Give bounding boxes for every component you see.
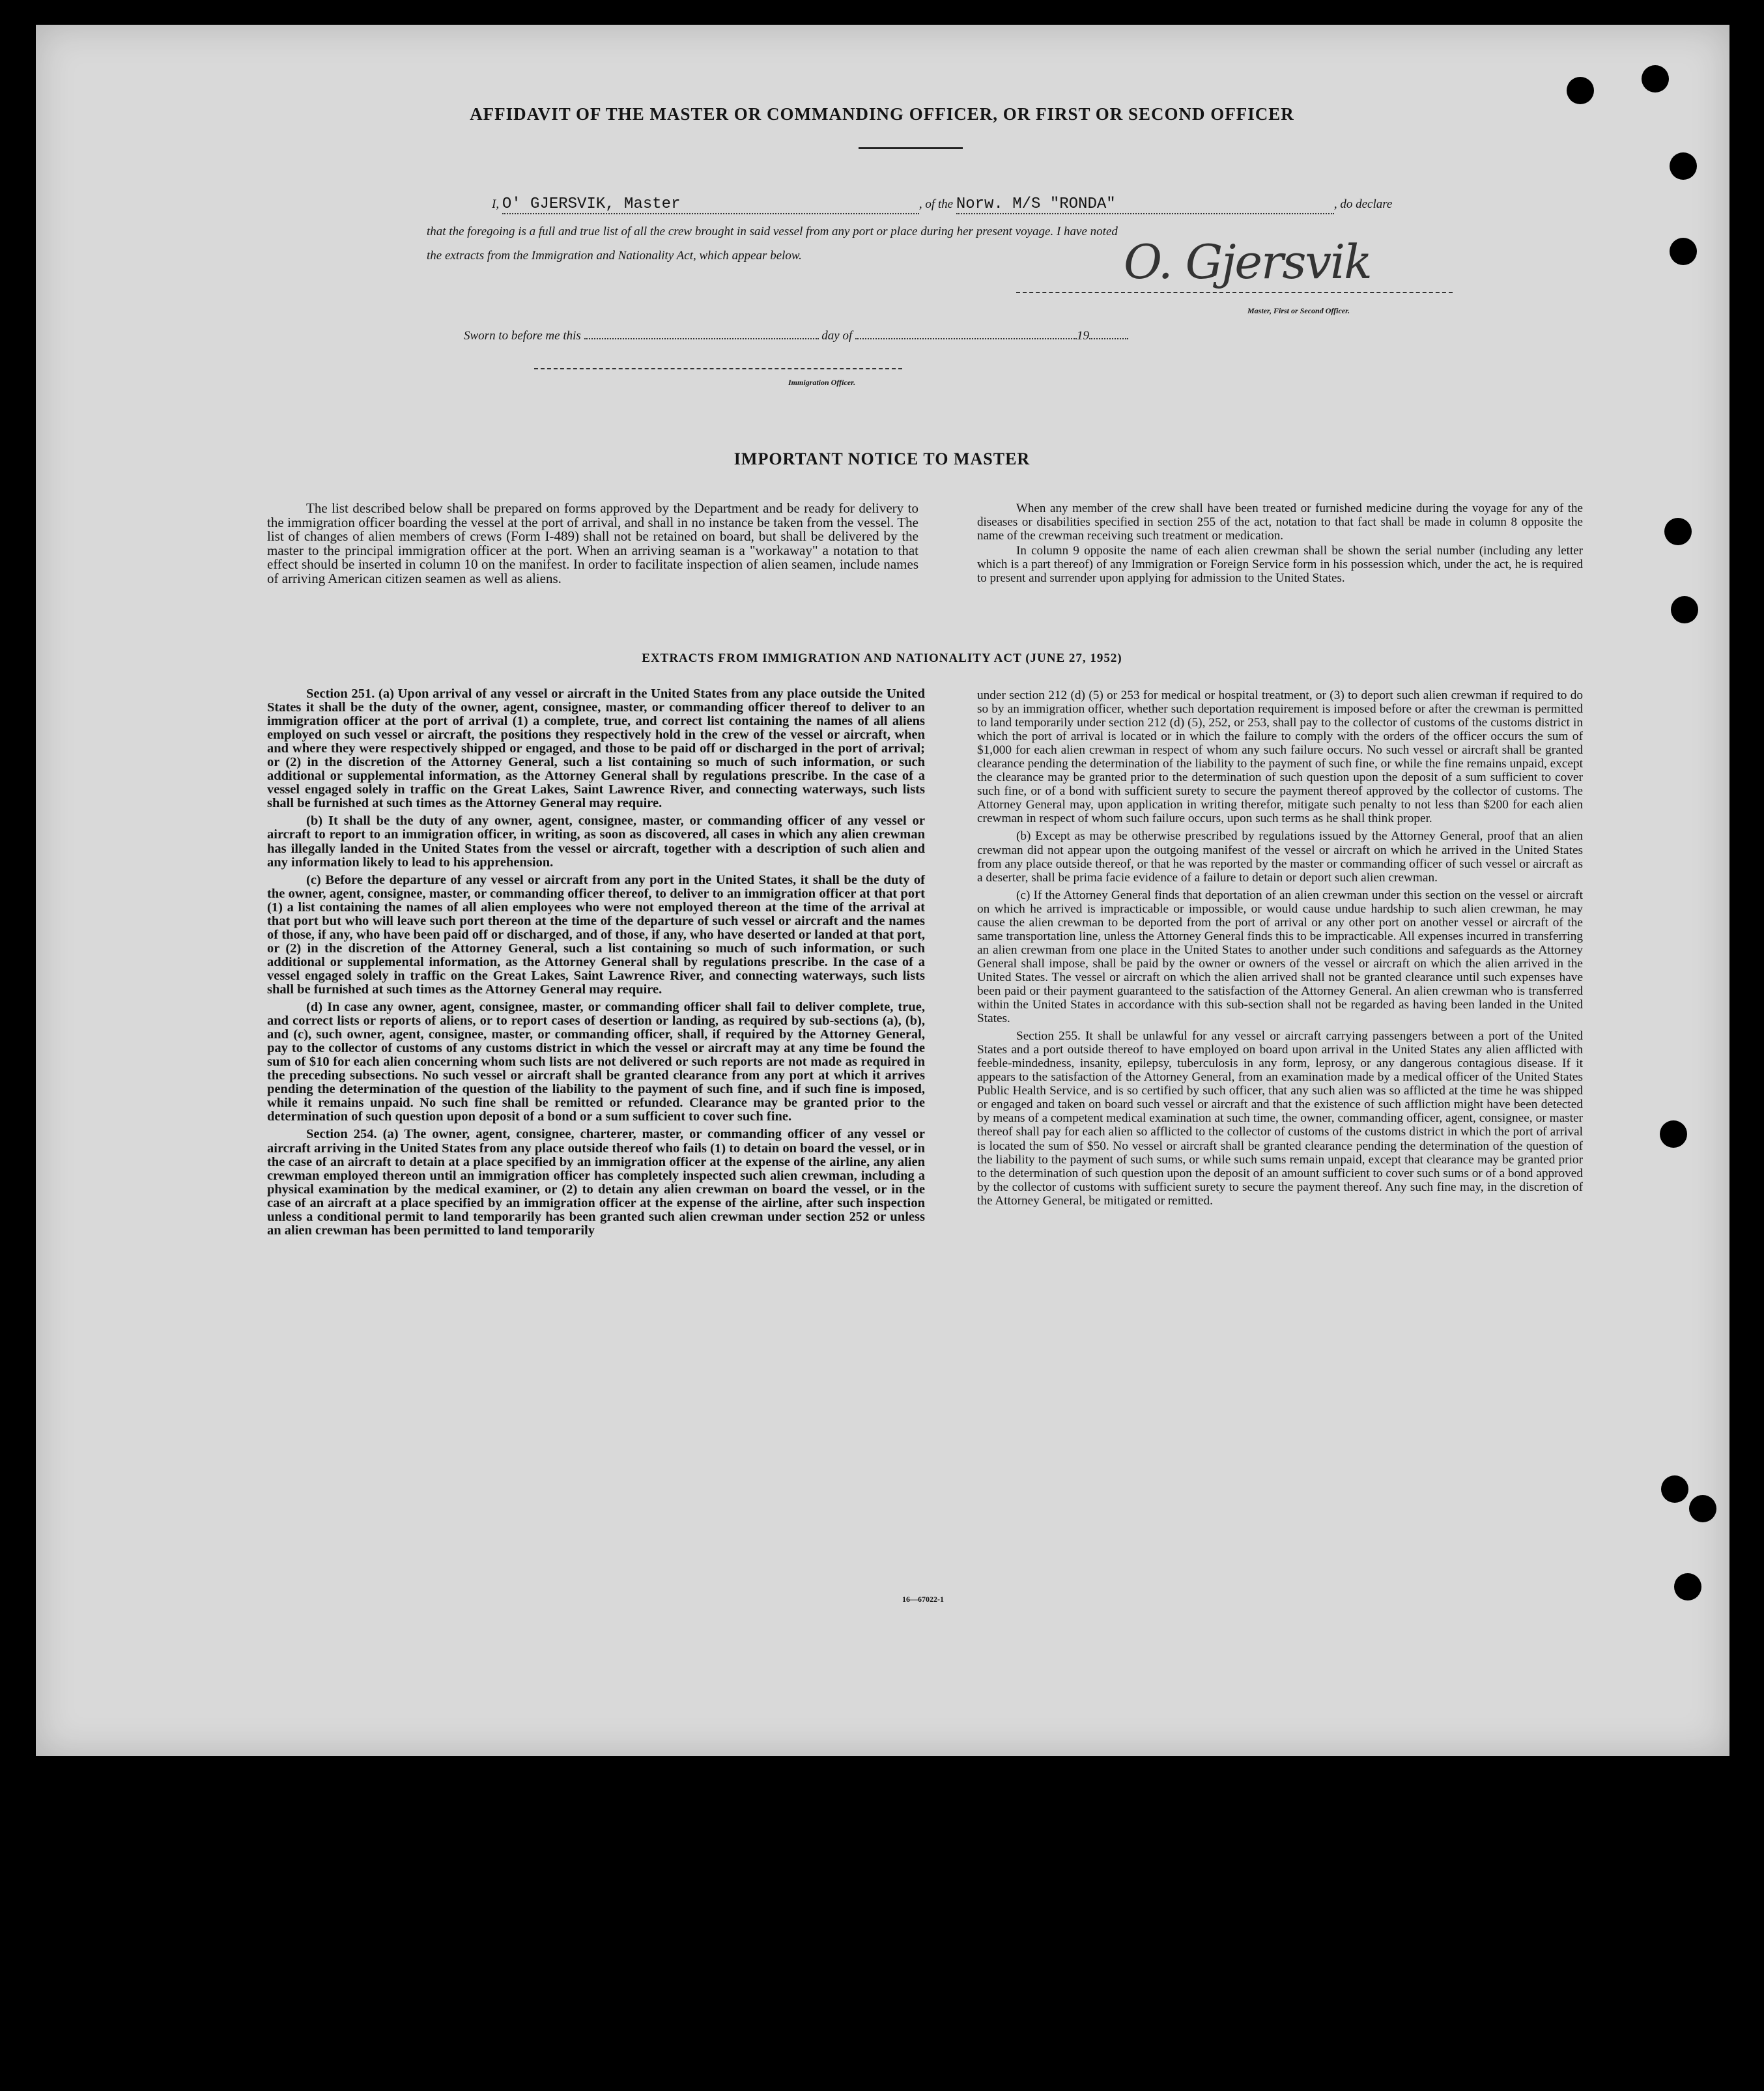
punch-hole [1664,518,1692,545]
day-of-label: day of [821,329,853,343]
extracts-title: EXTRACTS FROM IMMIGRATION AND NATIONALITY ACT (JUNE 27, 1952) [642,651,1122,665]
notice-right [977,502,1583,589]
affidavit-title: AFFIDAVIT OF THE MASTER OR COMMANDING OFFICER, OR FIRST OR SECOND OFFICER [470,104,1294,124]
form-number: 16—67022-1 [902,1595,944,1604]
title-rule [859,147,963,149]
signature: O. Gjersvik [1124,235,1371,289]
notice-right-p2: In column 9 opposite the name of each alien crewman shall be shown the serial number (including any letter which is a part thereof) of any Immigration or Foreign Service form in his possession which, under the act, he is required to present and surrender upon applying for admission to the United States. [977,544,1583,585]
declaration-line [492,195,1392,214]
section-254-a-cont: under section 212 (d) (5) or 253 for medical or hospital treatment, or (3) to deport such alien crewman if required to do so by an immigration officer, whether such deportation requirement is imposed before or after the crewman is permitted to land temporarily under section 212 (d) (5), 252, or 253, shall pay to the collector of customs of the customs district in which the port of arrival is located or in which the failure to comply with the orders of the officer occurs the sum of $1,000 for each alien crewman in respect of whom any such failure occurs. No such vessel or aircraft shall be granted clearance pending the determination of the liability to the payment of such fine, or while the fine remains unpaid, except the clearance may be granted prior to the determination of such question upon the deposit of a sum sufficient to cover such fine, or of a bond with sufficient surety to secure the payment thereof approved by the collector of customs. The Attorney General may, upon application in writing therefor, mitigate such penalty to not less than $200 for each alien crewman in respect of whom such failure occurs, upon such terms as he shall think proper. [977,689,1583,826]
punch-hole [1670,238,1697,265]
of-the-label: , of the [918,197,954,211]
punch-hole [1642,65,1669,92]
extracts-left-column [267,687,925,1242]
extracts-right-column [977,689,1583,1212]
name-value: O' GJERSVIK, Master [502,195,681,213]
notice-title: IMPORTANT NOTICE TO MASTER [733,449,1031,468]
section-254-c: (c) If the Attorney General finds that deportation of an alien crewman under this section on the vessel or aircraft on which he arrived is impracticable or impossible, or would cause undue hardship to such alien crewman, he may cause the alien crewman to be deported from the port of arrival or any other port on another vessel or aircraft of the same transportation line, unless the Attorney General finds this to be impracticable. All expenses incurred in transferring an alien crewman from one place in the United States to another under such conditions and safeguards as the Attorney General shall impose, shall be paid by the owner or owners of the vessel or aircraft on which the alien arrived in the United States. The vessel or aircraft on which the alien arrived shall not be granted clearance until such expenses have been paid or their payment guaranteed to the satisfaction of the Attorney General. An alien crewman who is transferred within the United States in accordance with this sub-section shall not be regarded as having been landed in the United States. [977,888,1583,1026]
do-declare-label: , do declare [1333,197,1393,211]
year-label: 19 [1077,329,1090,343]
signature-caption: Master, First or Second Officer. [1247,306,1350,315]
notice-left-text: The list described below shall be prepared on forms approved by the Department and be ready for delivery to the immigration officer boarding the vessel at the port of arrival, and shall in no instance be taken from the vessel. The list of changes of alien members of crews (Form I-489) shall not be retained on board, but shall be delivered by the master to the principal immigration officer at the port. When an arriving seaman is a "workaway" a notation to that effect should be inserted in column 10 on the manifest. In order to facilitate inspection of alien seamen, include names of arriving American citizen seamen as well as aliens. [267,500,918,586]
punch-hole [1674,1573,1701,1600]
month-field[interactable] [855,338,1077,339]
officer-caption: Immigration Officer. [788,378,856,387]
officer-line [534,368,902,369]
i-label: I, [492,197,500,211]
punch-hole [1670,152,1697,180]
notice-right-p1: When any member of the crew shall have been treated or furnished medicine during the voyage for any of the diseases or disabilities specified in section 255 of the act, notation to that fact shall be made in column 8 opposite the name of the crewman receiving such treatment or medication. [977,502,1583,543]
notice-left [267,502,918,590]
year-field[interactable] [1089,338,1128,339]
section-251-d: (d) In case any owner, agent, consignee, master, or commanding officer shall fail to deliver complete, true, and correct lists or reports of aliens, or to report cases of desertion or landing, as required by sub-sections (a), (b), and (c), such owner, agent, consignee, master, or commanding officer, shall, if required by the Attorney General, pay to the collector of customs of any customs district in which the vessel or aircraft may at any time be found the sum of $10 for each alien concerning whom such lists are not delivered or such reports are not made as required in the preceding subsections. No such vessel or aircraft shall be granted clearance from any port at which it arrives pending the determination of the question of the liability to the payment of such fine, and if such fine is imposed, while it remains unpaid. No such fine shall be remitted or refunded. Clearance may be granted prior to the determination of such question upon deposit of a bond or a sum sufficient to cover such fine. [267,1000,925,1124]
punch-hole [1567,77,1594,104]
section-255: Section 255. It shall be unlawful for any vessel or aircraft carrying passengers between a port of the United States and a port outside thereof to have employed on board upon arrival in the United States any alien afflicted with feeble-mindedness, insanity, epilepsy, tuberculosis in any form, leprosy, or any dangerous contagious disease. If it appears to the satisfaction of the Attorney General, from an examination made by a medical officer of the United States Public Health Service, and is so certified by such officer, that any such alien was so afflicted at the time he was shipped or engaged and taken on board such vessel or aircraft and that the existence of such affliction might have been detected by means of a competent medical examination at such time, the owner, commanding officer, agent, consignee, or master thereof shall pay for each alien so afflicted to the collector of customs of the customs district in which the port of arrival is located the sum of $50. No vessel or aircraft shall be granted clearance pending the determination of the question of the liability to the payment of such sums, or while such sums remain unpaid, except that clearance may be granted prior to the determination of such question upon the deposit of an amount sufficient to cover such sums or of a bond approved by the collector of customs with sufficient surety to secure the payment thereof. Any such fine may, in the discretion of the Attorney General, be mitigated or remitted. [977,1029,1583,1208]
section-251-a: Section 251. (a) Upon arrival of any vessel or aircraft in the United States from any place outside the United States it shall be the duty of the owner, agent, consignee, master, or commanding officer thereof to deliver to an immigration officer at the port of arrival (1) a complete, true, and correct list containing the names of all aliens employed on such vessel or aircraft, the positions they respectively hold in the crew of the vessel or aircraft, when and where they were respectively shipped or engaged, and those to be paid off or discharged in the port of arrival; or (2) in the discretion of the Attorney General, such a list containing so much of such information, or such additional or supplemental information, as the Attorney General shall by regulations prescribe. In the case of a vessel engaged solely in traffic on the Great Lakes, Saint Lawrence River, and connecting waterways, such lists shall be furnished at such times as the Attorney General may require. [267,687,925,811]
sworn-line [464,329,1128,343]
punch-hole [1661,1475,1688,1503]
declaration-line-1: that the foregoing is a full and true list of all the crew brought in said vessel from any port or place during her present voyage. I have noted [427,225,1118,238]
sworn-date-field[interactable] [584,338,819,339]
section-251-b: (b) It shall be the duty of any owner, agent, consignee, master, or commanding officer of any vessel or aircraft to report to an immigration officer, in writing, as soon as discovered, all cases in which any alien crewman has illegally landed in the United States from the vessel or aircraft, together with a description of such alien and any information likely to lead to his apprehension. [267,814,925,870]
sworn-label: Sworn to before me this [464,329,581,343]
vessel-value: Norw. M/S "RONDA" [956,195,1116,213]
name-field[interactable] [502,195,919,214]
section-251-c: (c) Before the departure of any vessel or aircraft from any port in the United States, it shall be the duty of the owner, agent, consignee, master, or commanding officer thereof, to deliver to an immigration officer at that port (1) a list containing the names of all alien employees who were not employed thereon at the time of the arrival at that port but who will leave such port thereon at the time of the departure of such vessel or aircraft and the names of those, if any, who have been paid off or discharged, and of those, if any, who have deserted or landed at that port, or (2) in the discretion of the Attorney General, such a list containing so much of such information, or such additional or supplemental information, as the Attorney General shall by regulations prescribe. In the case of a vessel engaged solely in traffic on the Great Lakes, Saint Lawrence River, and connecting waterways, such lists shall be furnished at such times as the Attorney General may require. [267,872,925,997]
vessel-field[interactable] [956,195,1334,214]
punch-hole [1671,596,1698,623]
punch-hole [1660,1120,1687,1148]
section-254-b: (b) Except as may be otherwise prescribed by regulations issued by the Attorney General, proof that an alien crewman did not appear upon the outgoing manifest of the vessel or aircraft on which he arrived in the United States from any place outside thereof, or that he was reported by the master or commanding officer of such vessel or aircraft as a deserter, shall be prima facie evidence of a failure to detain or deport such alien crewman. [977,829,1583,885]
signature-line [1016,292,1453,293]
section-254-a: Section 254. (a) The owner, agent, consignee, charterer, master, or commanding officer of any vessel or aircraft arriving in the United States from any place outside thereof who fails (1) to detain on board the vessel, or in the case of an aircraft to detain at a place specified by an immigration officer at the expense of the airline, any alien crewman employed thereon until an immigration officer has completely inspected such alien crewman, including a physical examination by the medical examiner, or (2) to detain any alien crewman on board the vessel, or in the case of an aircraft at a place specified by an immigration officer at the expense of the airline, after such inspection unless a conditional permit to land temporarily has been granted such alien crewman under section 252 or unless an alien crewman has been permitted to land temporarily [267,1127,925,1238]
punch-hole [1689,1495,1716,1522]
declaration-line-2: the extracts from the Immigration and Nationality Act, which appear below. [427,249,802,263]
